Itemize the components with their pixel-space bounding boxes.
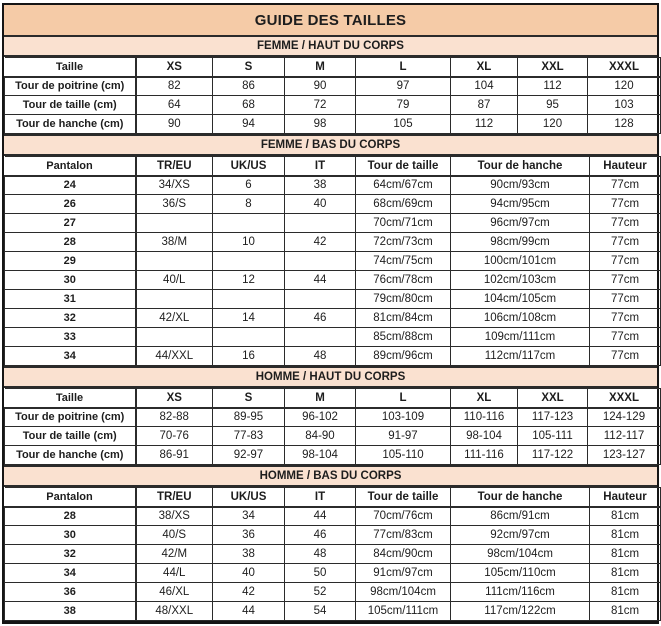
data-cell: 77cm [590,195,661,214]
data-cell: 68cm/69cm [356,195,451,214]
data-cell: 84-90 [285,427,356,446]
column-header-cell: XXXL [588,58,661,77]
data-cell: 77cm [590,309,661,328]
column-header-cell: UK/US [213,488,285,507]
data-cell [285,252,356,271]
table-row [5,526,661,545]
data-cell: 92cm/97cm [451,526,590,545]
table-row [5,446,661,465]
data-cell: 95 [518,96,588,115]
data-cell: 48 [285,347,356,366]
column-header-cell: L [356,58,451,77]
header-row [5,488,661,507]
data-cell: 8 [213,195,285,214]
table-row [5,564,661,583]
data-cell: 14 [213,309,285,328]
data-cell: 92-97 [213,446,285,465]
data-cell: 46 [285,309,356,328]
row-header-cell: 30 [5,526,136,545]
data-cell: 46 [285,526,356,545]
data-cell [213,290,285,309]
row-header-cell: 33 [5,328,136,347]
data-cell: 111-116 [451,446,518,465]
data-cell: 77cm [590,347,661,366]
column-header-cell: Pantalon [5,488,136,507]
data-cell: 98 [285,115,356,134]
data-cell [213,328,285,347]
data-cell: 77cm [590,176,661,195]
data-cell: 91-97 [356,427,451,446]
data-cell: 77cm [590,233,661,252]
table-row [5,176,661,195]
table-row [5,309,661,328]
column-header-cell: Tour de hanche [451,157,590,176]
data-cell: 96cm/97cm [451,214,590,233]
data-cell: 104 [451,77,518,96]
data-cell: 112-117 [588,427,661,446]
data-cell: 103 [588,96,661,115]
data-cell: 40 [213,564,285,583]
table-row [5,328,661,347]
row-header-cell: 36 [5,583,136,602]
data-cell: 77cm [590,290,661,309]
column-header-cell: Tour de taille [356,488,451,507]
column-header-cell: Pantalon [5,157,136,176]
row-header-cell: 31 [5,290,136,309]
data-cell: 90cm/93cm [451,176,590,195]
data-cell: 36 [213,526,285,545]
data-cell: 120 [588,77,661,96]
table-homme-haut-du-corps [4,388,661,465]
column-header-cell: Taille [5,58,136,77]
data-cell: 105-110 [356,446,451,465]
data-cell: 111cm/116cm [451,583,590,602]
data-cell: 70cm/76cm [356,507,451,526]
table-row [5,271,661,290]
data-cell: 112 [518,77,588,96]
size-guide-table [2,3,659,624]
data-cell [285,290,356,309]
data-cell: 105 [356,115,451,134]
table-row [5,427,661,446]
column-header-cell: XXL [518,389,588,408]
table-row [5,115,661,134]
data-cell: 98-104 [285,446,356,465]
table-femme-bas-du-corps [4,156,661,366]
data-cell: 34 [213,507,285,526]
data-cell: 40/L [136,271,213,290]
data-cell: 70cm/71cm [356,214,451,233]
row-header-cell: 32 [5,545,136,564]
data-cell: 44 [285,271,356,290]
column-header-cell: Hauteur [590,157,661,176]
row-header-cell: 24 [5,176,136,195]
data-cell [285,328,356,347]
data-cell: 48 [285,545,356,564]
table-row [5,507,661,526]
data-cell: 10 [213,233,285,252]
data-cell: 86 [213,77,285,96]
data-cell: 98-104 [451,427,518,446]
column-header-cell: IT [285,157,356,176]
data-cell: 81cm [590,526,661,545]
data-cell: 82 [136,77,213,96]
data-cell: 74cm/75cm [356,252,451,271]
data-cell: 42 [285,233,356,252]
data-cell: 77cm [590,271,661,290]
data-cell: 89-95 [213,408,285,427]
table-row [5,583,661,602]
row-header-cell: 28 [5,507,136,526]
column-header-cell: XL [451,58,518,77]
data-cell: 79cm/80cm [356,290,451,309]
data-cell: 96-102 [285,408,356,427]
data-cell: 44/L [136,564,213,583]
column-header-cell: Hauteur [590,488,661,507]
data-cell [136,214,213,233]
column-header-cell: TR/EU [136,488,213,507]
data-cell: 86cm/91cm [451,507,590,526]
data-cell: 123-127 [588,446,661,465]
data-cell: 76cm/78cm [356,271,451,290]
data-cell: 77-83 [213,427,285,446]
header-row [5,58,661,77]
column-header-cell: L [356,389,451,408]
data-cell: 81cm [590,602,661,621]
section-heading-homme-haut: HOMME / HAUT DU CORPS [4,366,657,388]
row-header-cell: 26 [5,195,136,214]
data-cell: 120 [518,115,588,134]
data-cell [213,252,285,271]
data-cell: 64 [136,96,213,115]
data-cell: 72 [285,96,356,115]
data-cell: 117-122 [518,446,588,465]
table-row [5,233,661,252]
column-header-cell: S [213,58,285,77]
data-cell: 84cm/90cm [356,545,451,564]
data-cell: 42/XL [136,309,213,328]
data-cell: 105cm/110cm [451,564,590,583]
row-header-cell: 34 [5,347,136,366]
data-cell: 124-129 [588,408,661,427]
data-cell: 81cm [590,545,661,564]
row-header-cell: 27 [5,214,136,233]
data-cell: 86-91 [136,446,213,465]
data-cell: 112cm/117cm [451,347,590,366]
column-header-cell: IT [285,488,356,507]
data-cell: 64cm/67cm [356,176,451,195]
data-cell: 6 [213,176,285,195]
data-cell: 36/S [136,195,213,214]
row-header-cell: Tour de poitrine (cm) [5,408,136,427]
data-cell: 79 [356,96,451,115]
data-cell [136,252,213,271]
column-header-cell: UK/US [213,157,285,176]
data-cell [285,214,356,233]
row-header-cell: 32 [5,309,136,328]
header-row [5,157,661,176]
data-cell: 44 [285,507,356,526]
data-cell: 52 [285,583,356,602]
row-header-cell: Tour de taille (cm) [5,427,136,446]
table-row [5,347,661,366]
column-header-cell: Tour de hanche [451,488,590,507]
column-header-cell: Taille [5,389,136,408]
data-cell: 70-76 [136,427,213,446]
data-cell [136,290,213,309]
row-header-cell: 30 [5,271,136,290]
data-cell: 44/XXL [136,347,213,366]
table-row [5,252,661,271]
column-header-cell: XS [136,389,213,408]
data-cell: 94 [213,115,285,134]
data-cell: 90 [136,115,213,134]
table-row [5,96,661,115]
row-header-cell: Tour de poitrine (cm) [5,77,136,96]
data-cell: 81cm [590,583,661,602]
data-cell: 44 [213,602,285,621]
data-cell: 97 [356,77,451,96]
table-row [5,77,661,96]
data-cell: 40/S [136,526,213,545]
data-cell: 54 [285,602,356,621]
data-cell: 77cm [590,252,661,271]
data-cell: 104cm/105cm [451,290,590,309]
table-homme-bas-du-corps [4,487,661,621]
data-cell: 110-116 [451,408,518,427]
data-cell: 81cm [590,507,661,526]
row-header-cell: Tour de hanche (cm) [5,115,136,134]
data-cell: 12 [213,271,285,290]
data-cell: 105-111 [518,427,588,446]
data-cell: 81cm [590,564,661,583]
data-cell: 38 [285,176,356,195]
data-cell: 38 [213,545,285,564]
section-heading-homme-bas: HOMME / BAS DU CORPS [4,465,657,487]
data-cell: 103-109 [356,408,451,427]
page-title: GUIDE DES TAILLES [4,5,657,35]
data-cell: 77cm/83cm [356,526,451,545]
table-row [5,408,661,427]
data-cell: 90 [285,77,356,96]
column-header-cell: S [213,389,285,408]
data-cell [213,214,285,233]
table-row [5,545,661,564]
data-cell: 38/M [136,233,213,252]
table-row [5,195,661,214]
data-cell: 77cm [590,214,661,233]
column-header-cell: XXXL [588,389,661,408]
data-cell: 46/XL [136,583,213,602]
table-row [5,290,661,309]
data-cell: 128 [588,115,661,134]
data-cell: 105cm/111cm [356,602,451,621]
data-cell: 98cm/104cm [356,583,451,602]
data-cell: 16 [213,347,285,366]
section-heading-femme-bas: FEMME / BAS DU CORPS [4,134,657,156]
data-cell: 117-123 [518,408,588,427]
row-header-cell: Tour de taille (cm) [5,96,136,115]
data-cell: 91cm/97cm [356,564,451,583]
table-femme-haut-du-corps [4,57,661,134]
row-header-cell: 34 [5,564,136,583]
data-cell: 89cm/96cm [356,347,451,366]
row-header-cell: 38 [5,602,136,621]
row-header-cell: Tour de hanche (cm) [5,446,136,465]
column-header-cell: XL [451,389,518,408]
section-heading-femme-haut: FEMME / HAUT DU CORPS [4,35,657,57]
data-cell: 112 [451,115,518,134]
data-cell: 94cm/95cm [451,195,590,214]
data-cell: 109cm/111cm [451,328,590,347]
column-header-cell: M [285,58,356,77]
data-cell: 102cm/103cm [451,271,590,290]
data-cell: 87 [451,96,518,115]
data-cell: 72cm/73cm [356,233,451,252]
data-cell: 100cm/101cm [451,252,590,271]
data-cell: 48/XXL [136,602,213,621]
table-row [5,214,661,233]
data-cell: 117cm/122cm [451,602,590,621]
data-cell: 98cm/99cm [451,233,590,252]
data-cell: 50 [285,564,356,583]
column-header-cell: XXL [518,58,588,77]
data-cell: 98cm/104cm [451,545,590,564]
column-header-cell: M [285,389,356,408]
row-header-cell: 28 [5,233,136,252]
column-header-cell: Tour de taille [356,157,451,176]
table-row [5,602,661,621]
data-cell: 38/XS [136,507,213,526]
column-header-cell: XS [136,58,213,77]
data-cell: 106cm/108cm [451,309,590,328]
data-cell: 85cm/88cm [356,328,451,347]
data-cell: 40 [285,195,356,214]
data-cell: 42/M [136,545,213,564]
data-cell: 34/XS [136,176,213,195]
data-cell: 42 [213,583,285,602]
data-cell: 68 [213,96,285,115]
data-cell: 77cm [590,328,661,347]
data-cell: 81cm/84cm [356,309,451,328]
row-header-cell: 29 [5,252,136,271]
column-header-cell: TR/EU [136,157,213,176]
header-row [5,389,661,408]
data-cell [136,328,213,347]
data-cell: 82-88 [136,408,213,427]
